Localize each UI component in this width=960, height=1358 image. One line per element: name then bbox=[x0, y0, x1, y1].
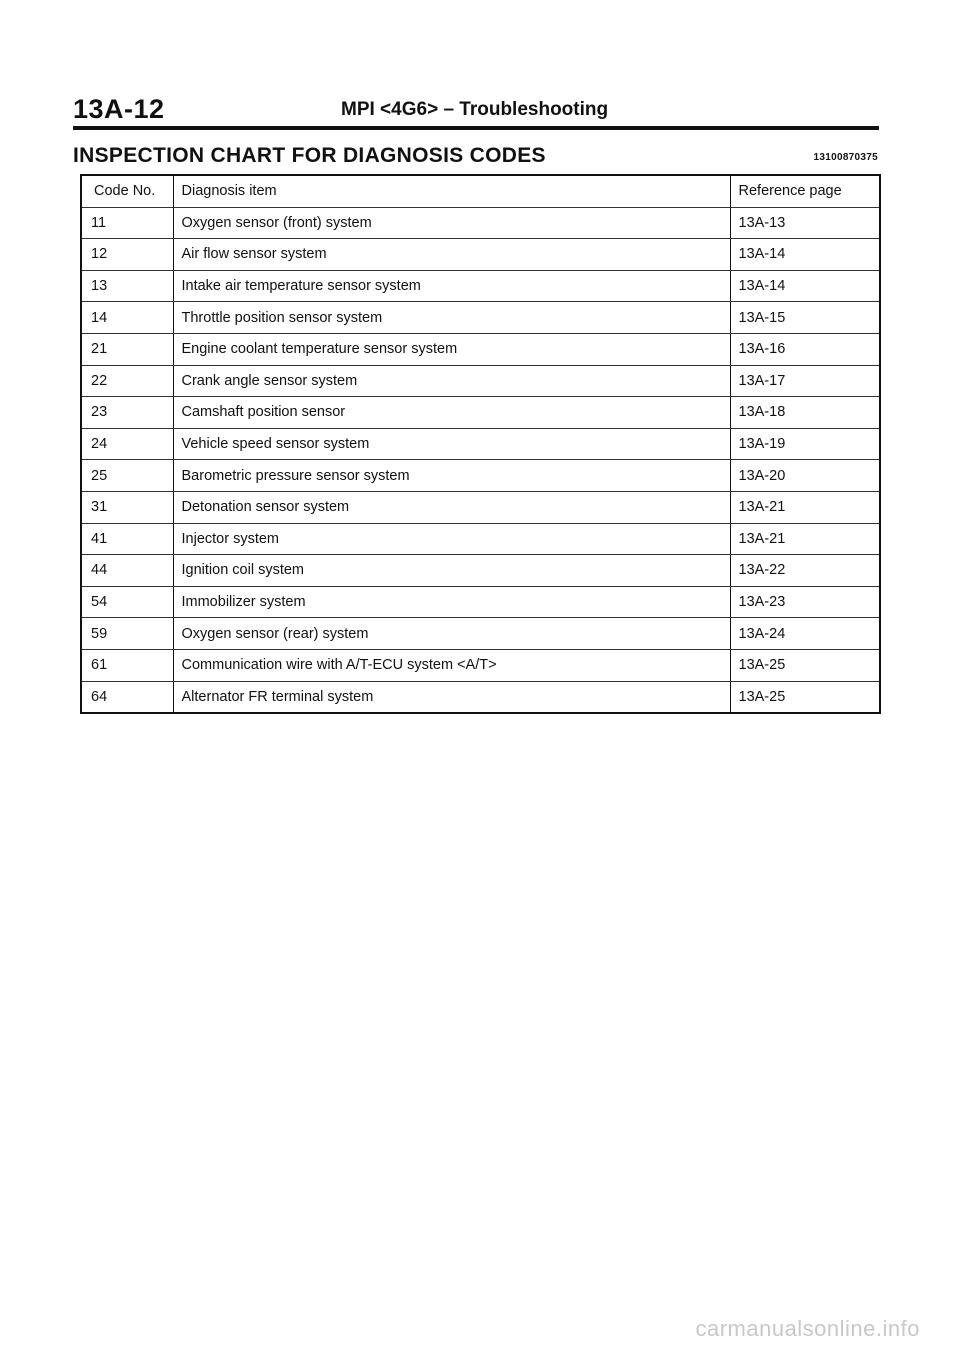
table-header-row bbox=[81, 175, 880, 207]
reference-page-cell: 13A-24 bbox=[730, 618, 880, 650]
reference-page-cell: 13A-23 bbox=[730, 586, 880, 618]
code-cell: 61 bbox=[81, 649, 173, 681]
column-header-diagnosis-item: Diagnosis item bbox=[173, 175, 730, 207]
code-cell: 59 bbox=[81, 618, 173, 650]
diagnosis-item-cell: Air flow sensor system bbox=[173, 239, 730, 271]
diagnosis-item-cell: Detonation sensor system bbox=[173, 491, 730, 523]
diagnosis-item-cell: Communication wire with A/T-ECU system <A/T> bbox=[173, 649, 730, 681]
footer-watermark: carmanualsonline.info bbox=[695, 1316, 920, 1341]
reference-page-cell: 13A-20 bbox=[730, 460, 880, 492]
code-cell: 24 bbox=[81, 428, 173, 460]
reference-page-cell: 13A-13 bbox=[730, 207, 880, 239]
reference-page-cell: 13A-22 bbox=[730, 555, 880, 587]
table-row bbox=[81, 397, 880, 429]
code-cell: 54 bbox=[81, 586, 173, 618]
diagnosis-item-cell: Throttle position sensor system bbox=[173, 302, 730, 334]
table-row bbox=[81, 618, 880, 650]
table-row bbox=[81, 555, 880, 587]
code-cell: 41 bbox=[81, 523, 173, 555]
diagnosis-item-cell: Vehicle speed sensor system bbox=[173, 428, 730, 460]
document-id: 13100870375 bbox=[813, 152, 878, 163]
reference-page-cell: 13A-21 bbox=[730, 523, 880, 555]
code-cell: 13 bbox=[81, 270, 173, 302]
code-cell: 44 bbox=[81, 555, 173, 587]
code-cell: 22 bbox=[81, 365, 173, 397]
diagnosis-item-cell: Engine coolant temperature sensor system bbox=[173, 333, 730, 365]
table-row bbox=[81, 207, 880, 239]
code-cell: 64 bbox=[81, 681, 173, 713]
diagnosis-item-cell: Immobilizer system bbox=[173, 586, 730, 618]
code-cell: 14 bbox=[81, 302, 173, 334]
code-cell: 12 bbox=[81, 239, 173, 271]
column-header-code: Code No. bbox=[81, 175, 173, 207]
table-row bbox=[81, 239, 880, 271]
diagnosis-item-cell: Oxygen sensor (rear) system bbox=[173, 618, 730, 650]
table-row bbox=[81, 523, 880, 555]
column-header-reference-page: Reference page bbox=[730, 175, 880, 207]
diagnosis-item-cell: Barometric pressure sensor system bbox=[173, 460, 730, 492]
table-row bbox=[81, 428, 880, 460]
reference-page-cell: 13A-25 bbox=[730, 681, 880, 713]
reference-page-cell: 13A-17 bbox=[730, 365, 880, 397]
table-row bbox=[81, 586, 880, 618]
diagnosis-item-cell: Crank angle sensor system bbox=[173, 365, 730, 397]
header-title: MPI <4G6> – Troubleshooting bbox=[341, 99, 609, 120]
reference-page-cell: 13A-18 bbox=[730, 397, 880, 429]
reference-page-cell: 13A-15 bbox=[730, 302, 880, 334]
reference-page-cell: 13A-21 bbox=[730, 491, 880, 523]
diagnosis-item-cell: Camshaft position sensor bbox=[173, 397, 730, 429]
code-cell: 21 bbox=[81, 333, 173, 365]
reference-page-cell: 13A-25 bbox=[730, 649, 880, 681]
code-cell: 25 bbox=[81, 460, 173, 492]
code-cell: 31 bbox=[81, 491, 173, 523]
reference-page-cell: 13A-14 bbox=[730, 239, 880, 271]
reference-page-cell: 13A-19 bbox=[730, 428, 880, 460]
code-cell: 11 bbox=[81, 207, 173, 239]
code-cell: 23 bbox=[81, 397, 173, 429]
table-row bbox=[81, 681, 880, 713]
diagnosis-item-cell: Ignition coil system bbox=[173, 555, 730, 587]
table-row bbox=[81, 649, 880, 681]
page-number: 13A-12 bbox=[73, 94, 165, 124]
diagnosis-item-cell: Alternator FR terminal system bbox=[173, 681, 730, 713]
table-row bbox=[81, 333, 880, 365]
diagnosis-item-cell: Injector system bbox=[173, 523, 730, 555]
reference-page-cell: 13A-14 bbox=[730, 270, 880, 302]
diagnosis-item-cell: Oxygen sensor (front) system bbox=[173, 207, 730, 239]
table-row bbox=[81, 270, 880, 302]
reference-page-cell: 13A-16 bbox=[730, 333, 880, 365]
diagnosis-codes-table bbox=[80, 174, 881, 714]
table-row bbox=[81, 460, 880, 492]
table-row bbox=[81, 491, 880, 523]
page-header bbox=[73, 92, 879, 130]
table-row bbox=[81, 302, 880, 334]
section-title: INSPECTION CHART FOR DIAGNOSIS CODES bbox=[73, 144, 546, 167]
diagnosis-item-cell: Intake air temperature sensor system bbox=[173, 270, 730, 302]
table-row bbox=[81, 365, 880, 397]
